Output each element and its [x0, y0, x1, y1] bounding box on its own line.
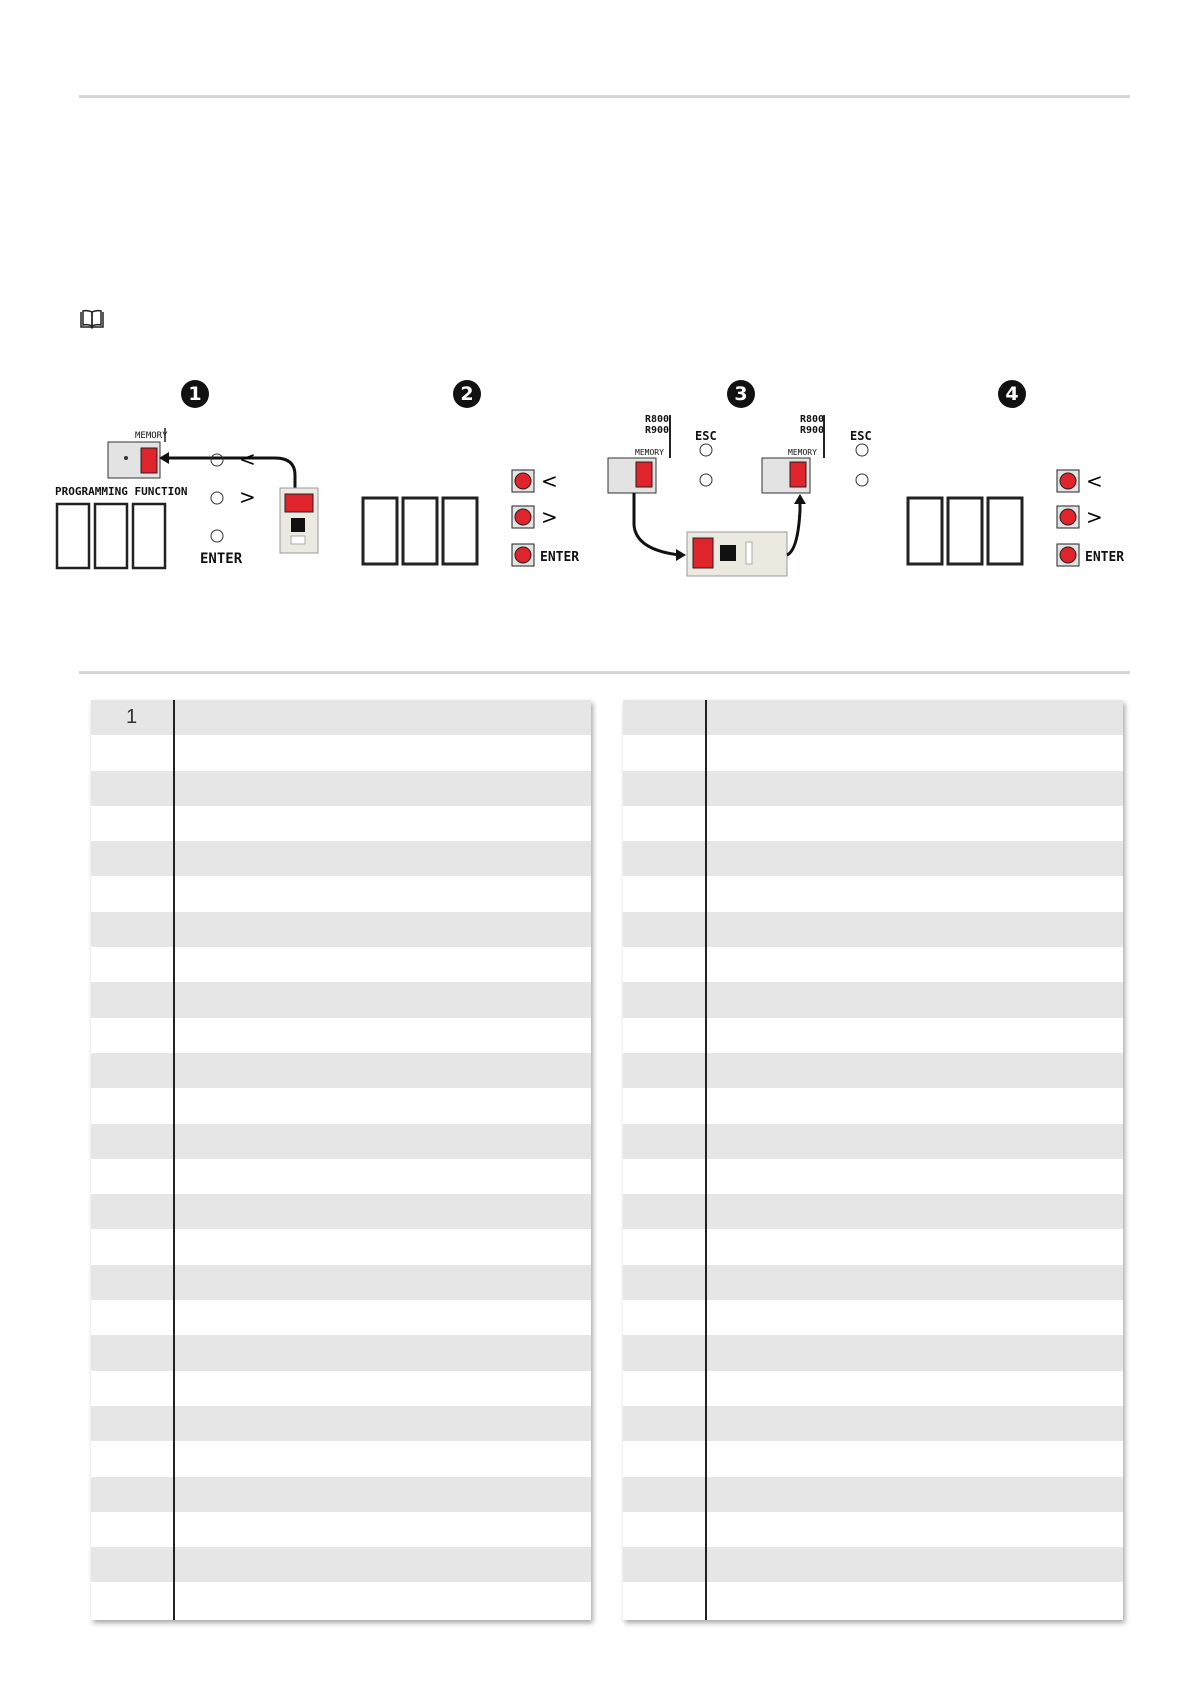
- table-row: [91, 947, 591, 982]
- row-number: 1: [125, 706, 138, 728]
- table-row: [91, 1582, 591, 1617]
- arrow-icon: [676, 549, 686, 561]
- prev-arrow-label: <: [239, 447, 256, 471]
- table-row: [623, 1371, 1123, 1406]
- row-number: [91, 771, 172, 806]
- table-row: [91, 1229, 591, 1264]
- enter-label: ENTER: [1085, 550, 1125, 565]
- row-number: [91, 1300, 172, 1335]
- table-row: [91, 982, 591, 1017]
- row-number: [623, 1053, 704, 1088]
- table-row: [91, 1018, 591, 1053]
- row-number: [91, 1229, 172, 1264]
- prev-button-icon: [1060, 473, 1076, 489]
- memory-label: MEMORY: [635, 448, 664, 457]
- table-row: [91, 1441, 591, 1476]
- row-number: [91, 1406, 172, 1441]
- esc-label: ESC: [850, 429, 872, 443]
- table-row: [623, 700, 1123, 735]
- row-number: [623, 806, 704, 841]
- step-badge-2: 2: [453, 380, 481, 408]
- esc-label: ESC: [695, 429, 717, 443]
- next-button-icon: [1060, 509, 1076, 525]
- row-number: [91, 735, 172, 770]
- step-badge-3: 3: [727, 380, 755, 408]
- row-number: [623, 1441, 704, 1476]
- table-row: [623, 1547, 1123, 1582]
- table-row: [91, 1053, 591, 1088]
- arrow-icon: [794, 494, 806, 504]
- row-number: [91, 1477, 172, 1512]
- step-badge-4: 4: [998, 380, 1026, 408]
- table-row: [91, 1371, 591, 1406]
- enter-label: ENTER: [200, 551, 243, 567]
- row-number: [623, 1547, 704, 1582]
- table-row: [623, 1406, 1123, 1441]
- next-arrow-label: >: [541, 505, 558, 529]
- memory-slot-icon: [790, 462, 806, 487]
- table-row: [91, 1159, 591, 1194]
- column-divider: [705, 700, 707, 1620]
- row-number: [623, 1018, 704, 1053]
- row-number: [623, 1371, 704, 1406]
- table-row: [91, 841, 591, 876]
- row-number: [623, 912, 704, 947]
- r900-label: R900: [800, 425, 825, 436]
- table-row: [623, 1441, 1123, 1476]
- table-row: [623, 1512, 1123, 1547]
- row-number: [91, 1194, 172, 1229]
- prev-button-icon: [515, 473, 531, 489]
- table-row: [623, 1053, 1123, 1088]
- enter-button-icon: [515, 547, 531, 563]
- table-row: [623, 1124, 1123, 1159]
- row-number: [91, 1018, 172, 1053]
- table-row: [91, 1194, 591, 1229]
- r800-label: R800: [645, 414, 670, 425]
- enter-button-icon: [1060, 547, 1076, 563]
- row-number: [91, 1265, 172, 1300]
- row-number: [623, 771, 704, 806]
- row-number: [623, 982, 704, 1017]
- table-row: [623, 1335, 1123, 1370]
- memory-slot-icon: [636, 462, 652, 487]
- table-row: [623, 1582, 1123, 1617]
- table-row: [623, 806, 1123, 841]
- table-row: [623, 1194, 1123, 1229]
- row-number: [623, 1088, 704, 1123]
- table-row: [91, 806, 591, 841]
- table-row: [623, 735, 1123, 770]
- row-number: [91, 912, 172, 947]
- row-number: [91, 1335, 172, 1370]
- table-row: [91, 1547, 591, 1582]
- row-number: [91, 1582, 172, 1617]
- row-number: [91, 1547, 172, 1582]
- table-row: [91, 1512, 591, 1547]
- memory-roll-icon: [285, 494, 313, 512]
- row-number: [623, 1229, 704, 1264]
- row-number: [623, 1477, 704, 1512]
- row-number: [91, 1159, 172, 1194]
- row-number: [623, 1124, 704, 1159]
- table-row: [623, 876, 1123, 911]
- row-number: [623, 1194, 704, 1229]
- memory-label: MEMORY: [788, 448, 817, 457]
- table-row: [91, 1477, 591, 1512]
- row-number: [623, 1265, 704, 1300]
- table-right: [623, 700, 1123, 1620]
- next-arrow-label: >: [239, 485, 256, 509]
- memory-slot-icon: [141, 448, 157, 473]
- table-row: [623, 1300, 1123, 1335]
- row-number: [91, 1441, 172, 1476]
- next-arrow-label: >: [1086, 505, 1103, 529]
- book-icon: [79, 308, 105, 330]
- row-number: [91, 1088, 172, 1123]
- row-number: [623, 841, 704, 876]
- row-number: [623, 1582, 704, 1617]
- middle-divider: [79, 671, 1130, 674]
- row-number: [623, 947, 704, 982]
- row-number: [623, 1300, 704, 1335]
- table-row: [623, 771, 1123, 806]
- table-row: [91, 1088, 591, 1123]
- row-number: [91, 1371, 172, 1406]
- table-row: [91, 912, 591, 947]
- prev-arrow-label: <: [1086, 469, 1103, 493]
- r900-label: R900: [645, 425, 670, 436]
- row-number: [623, 1406, 704, 1441]
- table-row: [91, 1335, 591, 1370]
- r800-label: R800: [800, 414, 825, 425]
- table-row: [623, 1159, 1123, 1194]
- step-4-diagram: [900, 410, 1130, 590]
- top-divider: [79, 95, 1130, 98]
- prev-arrow-label: <: [541, 469, 558, 493]
- table-row: [91, 1124, 591, 1159]
- table-row: [623, 982, 1123, 1017]
- table-row: [623, 1265, 1123, 1300]
- step-3-diagram: [600, 410, 890, 590]
- column-divider: [173, 700, 175, 1620]
- row-number: [623, 700, 704, 735]
- row-number: [623, 1159, 704, 1194]
- row-number: [91, 841, 172, 876]
- table-row: [623, 1477, 1123, 1512]
- table-row: [623, 912, 1123, 947]
- table-row: [91, 876, 591, 911]
- row-number: [623, 876, 704, 911]
- step-1-diagram: [55, 410, 325, 590]
- programming-function-label: PROGRAMMING FUNCTION: [55, 485, 188, 498]
- table-row: [91, 1265, 591, 1300]
- table-left: [91, 700, 591, 1620]
- table-row: [91, 1406, 591, 1441]
- row-number: [91, 1053, 172, 1088]
- table-row: [623, 1088, 1123, 1123]
- table-row: [91, 1300, 591, 1335]
- row-number: [91, 982, 172, 1017]
- table-row: [91, 771, 591, 806]
- memory-roll-icon: [693, 538, 713, 568]
- row-number: [91, 947, 172, 982]
- row-number: [623, 1335, 704, 1370]
- row-number: [91, 806, 172, 841]
- row-number: [91, 876, 172, 911]
- enter-label: ENTER: [540, 550, 580, 565]
- table-row: [623, 947, 1123, 982]
- row-number: [623, 735, 704, 770]
- row-number: [91, 1124, 172, 1159]
- table-row: [623, 1018, 1123, 1053]
- table-row: [623, 1229, 1123, 1264]
- table-row: [623, 841, 1123, 876]
- next-button-icon: [515, 509, 531, 525]
- table-row: [91, 700, 591, 735]
- memory-label: MEMORY: [135, 431, 168, 441]
- table-row: [91, 735, 591, 770]
- step-badge-1: 1: [181, 380, 209, 408]
- row-number: [623, 1512, 704, 1547]
- row-number: [91, 1512, 172, 1547]
- step-2-diagram: [355, 410, 585, 590]
